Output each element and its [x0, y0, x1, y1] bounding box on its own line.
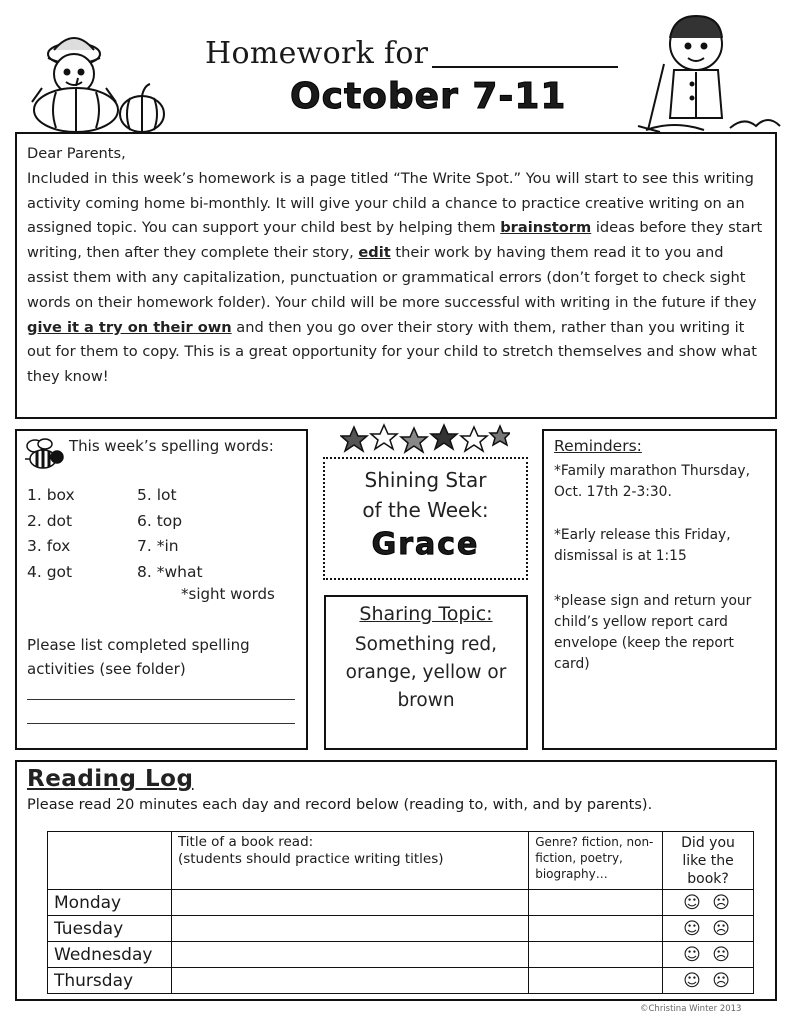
reminders-heading: Reminders: — [554, 437, 642, 455]
spelling-word: 7. *in — [137, 537, 179, 555]
reminder-item: *Family marathon Thursday, Oct. 17th 2-3:30. — [554, 463, 750, 500]
spelling-word: 2. dot — [27, 511, 73, 530]
activities-blank-line[interactable] — [27, 723, 295, 724]
day-cell: Wednesday — [48, 942, 172, 968]
reminder-item: *Early release this Friday, dismissal is at 1:15 — [554, 527, 731, 564]
smiley-frowny-icon[interactable]: ☺ ☹ — [663, 968, 754, 994]
bee-icon — [23, 437, 65, 471]
shining-star-label-line: of the Week: — [362, 498, 489, 522]
homework-dates: October 7-11 — [290, 76, 567, 117]
stars-garland-icon — [340, 423, 510, 457]
genre-column-header: Genre? fiction, non-fiction, poetry, biography… — [529, 832, 663, 890]
reading-log-table — [47, 831, 754, 994]
spelling-word: 6. top — [137, 511, 183, 530]
reading-log-panel — [15, 760, 777, 1001]
smiley-frowny-icon[interactable]: ☺ ☹ — [663, 942, 754, 968]
spelling-panel — [15, 429, 308, 750]
table-row — [48, 942, 754, 968]
book-title-cell[interactable] — [171, 968, 528, 994]
sight-words-note: *sight words — [181, 585, 275, 603]
spelling-words-left — [27, 483, 75, 585]
smiley-frowny-icon[interactable]: ☺ ☹ — [663, 916, 754, 942]
book-title-cell[interactable] — [171, 916, 528, 942]
shining-star-label — [325, 465, 526, 525]
sharing-topic-text: Something red, orange, yellow or brown — [345, 634, 507, 711]
table-header-row — [48, 832, 754, 890]
day-cell: Monday — [48, 890, 172, 916]
table-row — [48, 916, 754, 942]
title-column-label: Title of a book read: — [177, 834, 314, 850]
title-blank-line — [432, 66, 618, 68]
letter-paragraph-part: ideas before they start writing, then after they complete their story, — [27, 219, 763, 262]
parent-letter — [15, 132, 777, 419]
sharing-topic-heading: Sharing Topic: — [359, 603, 493, 625]
shining-star-panel — [323, 457, 528, 580]
sharing-topic-panel — [324, 595, 528, 750]
spelling-activities-prompt: Please list completed spelling activities (see folder) — [27, 636, 250, 678]
give-it-a-try-emphasis: give it a try on their own — [27, 318, 232, 336]
letter-paragraph-part: and then you go over their story with them, rather than you writing it out for them to copy. This is a great opportunity for your child to stretch themselves and show what they know! — [27, 318, 757, 386]
spelling-heading: This week’s spelling words: — [69, 437, 274, 455]
spelling-word: 1. box — [27, 486, 75, 504]
reading-log-instructions: Please read 20 minutes each day and record below (reading to, with, and by parents). — [27, 797, 653, 813]
genre-cell[interactable] — [529, 942, 663, 968]
letter-text — [27, 142, 763, 390]
child-raking-clipart — [634, 8, 784, 134]
brainstorm-emphasis: brainstorm — [500, 219, 592, 237]
table-row — [48, 890, 754, 916]
title-column-header — [171, 832, 528, 890]
spelling-word: 3. fox — [27, 537, 71, 555]
spelling-word: 5. lot — [137, 486, 177, 504]
genre-cell[interactable] — [529, 916, 663, 942]
shining-star-label-line: Shining Star — [364, 468, 487, 492]
spelling-word: 4. got — [27, 562, 73, 581]
edit-emphasis: edit — [358, 244, 391, 262]
reminders-panel — [542, 429, 777, 750]
letter-paragraph-part: their work by having them read it to you and assist them with any capitalization, punctuation or grammatical errors (don’t forget to check sight words on their homework folder). Your child will be more successful with writing in the future if they — [27, 244, 757, 311]
homework-title: Homework for — [205, 36, 429, 71]
copyright-notice: ©Christina Winter 2013 — [640, 1004, 742, 1014]
book-title-cell[interactable] — [171, 890, 528, 916]
letter-paragraph-part: Included in this week’s homework is a page titled “The Write Spot.” You will start to see this writing activity coming home bi-monthly. It will give your child a chance to practice creative writing on an assigned topic. You can support your child best by helping them — [27, 169, 754, 237]
spelling-word: 8. *what — [137, 562, 203, 581]
book-title-cell[interactable] — [171, 942, 528, 968]
genre-cell[interactable] — [529, 968, 663, 994]
letter-greeting: Dear Parents, — [27, 145, 126, 162]
table-row — [48, 968, 754, 994]
day-column-header — [48, 832, 172, 890]
smiley-frowny-icon[interactable]: ☺ ☹ — [663, 890, 754, 916]
title-column-sublabel: (students should practice writing titles) — [177, 851, 444, 867]
reminder-item: *please sign and return your child’s yellow report card envelope (keep the report card) — [554, 593, 752, 672]
genre-cell[interactable] — [529, 890, 663, 916]
shining-star-name: Grace — [371, 527, 480, 562]
spelling-words-right — [137, 483, 203, 585]
activities-blank-line[interactable] — [27, 699, 295, 700]
liked-column-header: Did you like the book? — [663, 832, 754, 890]
day-cell: Tuesday — [48, 916, 172, 942]
scarecrow-pumpkin-clipart — [22, 28, 172, 134]
reading-log-title: Reading Log — [27, 766, 194, 792]
day-cell: Thursday — [48, 968, 172, 994]
